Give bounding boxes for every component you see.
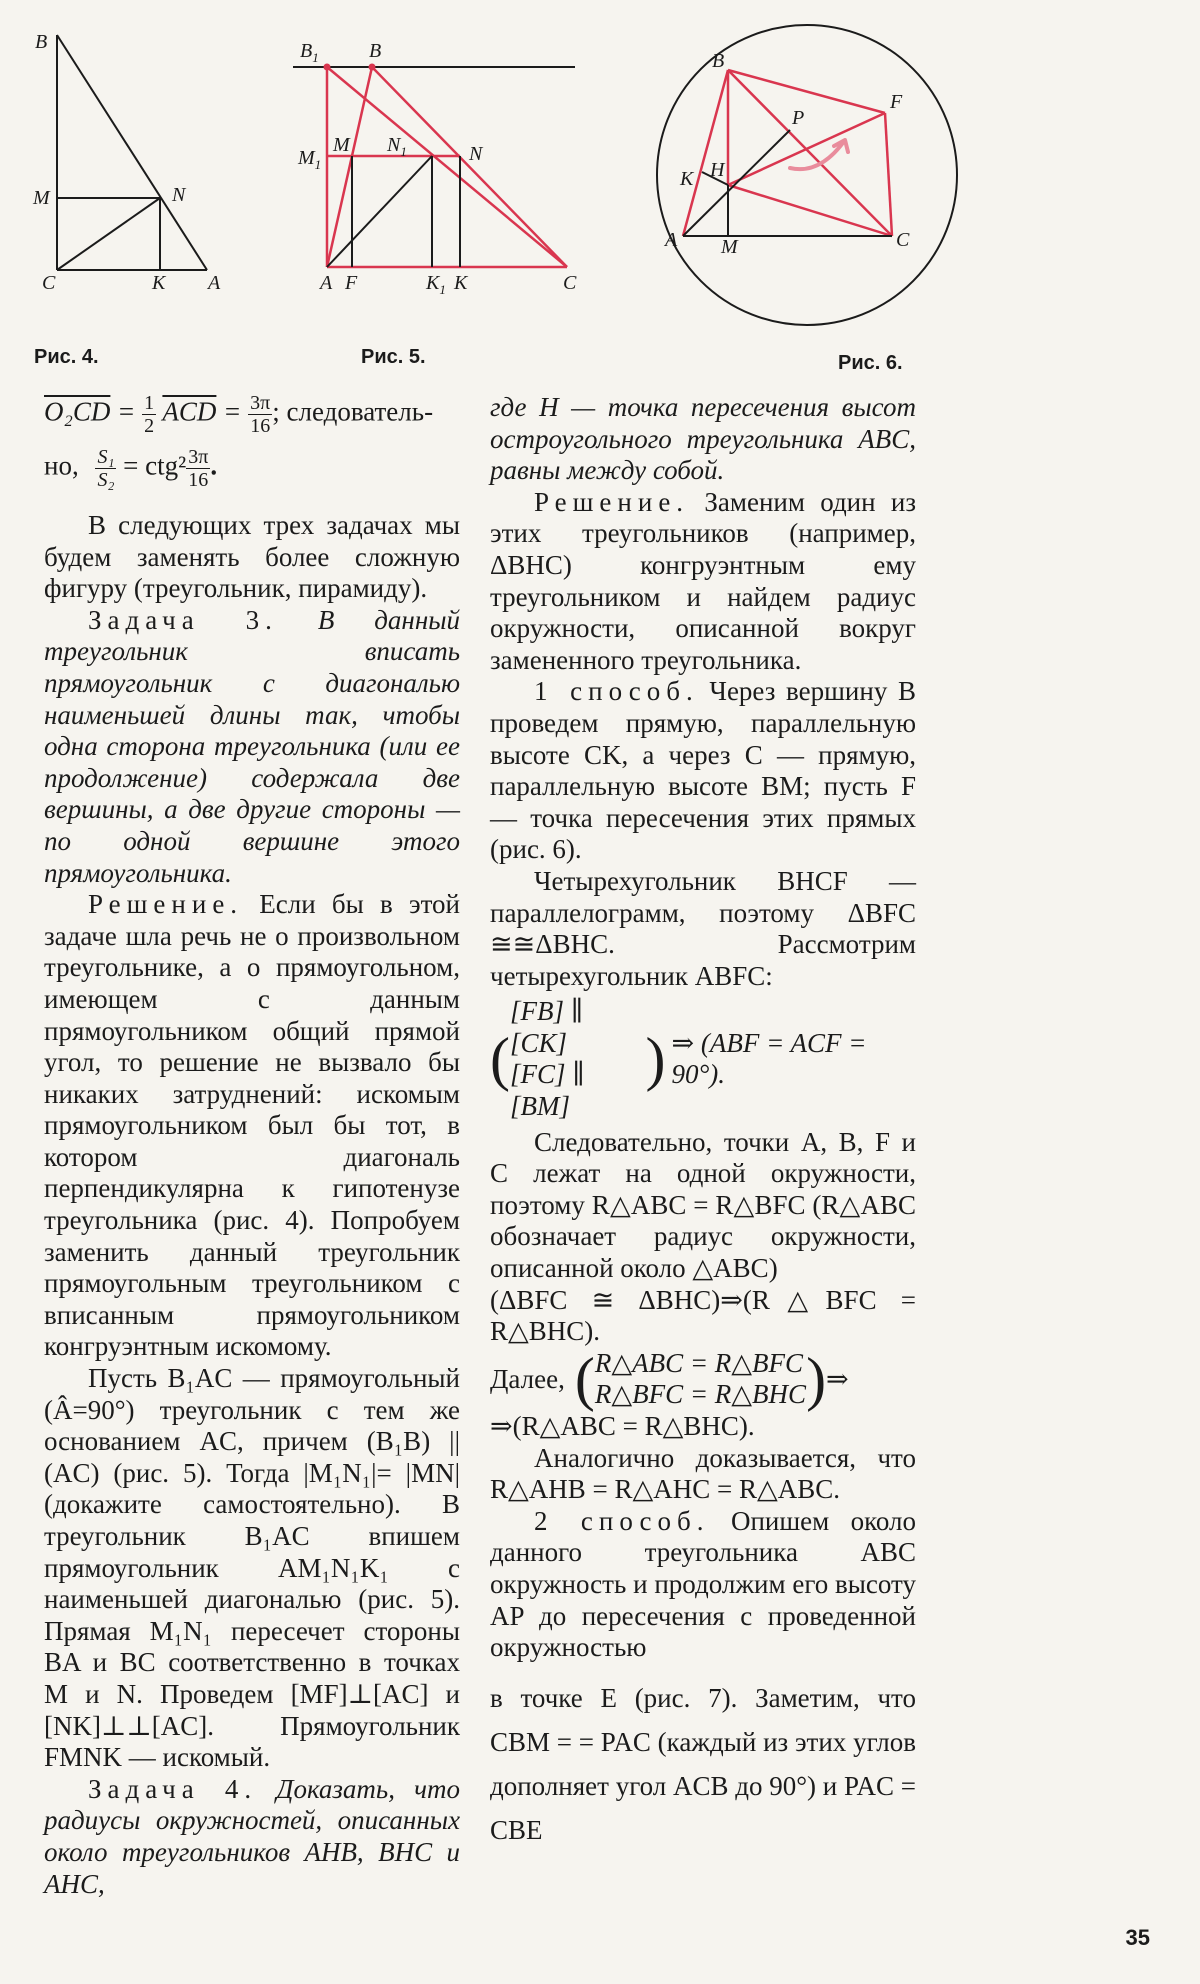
system-radii: Далее, ( R△ABC = R△BFC R△BFC = R△BHC ) ⇒ (490, 1346, 849, 1413)
fig4-label-n: N (172, 184, 186, 206)
formula-area-ratio: но, $\frac{\text{S₁}}{\text{S₂}}$ = ctg² $\frac{3\pi}{16}$ . (44, 446, 218, 491)
paragraph-task-3: Задача 3. В данный треугольник вписать прямоугольник с диагональю наименьшей длины так, чтобы одна сторона треугольника (или ее продолжение) содержала две вершины, а две другие стороны — по одной вершине этого прямоугольника. (44, 604, 461, 888)
fig6-side-bf (728, 70, 885, 113)
figure-6-caption: Рис. 6. (838, 352, 903, 374)
fig5-label-m: M (333, 134, 350, 156)
fig4-diag-cn (57, 198, 160, 270)
paragraph-parallelogram: Четырехугольник BHCF — параллелограмм, поэтому ΔBFC ≅≅ΔBHC. Рассмотрим четырехугольник ABFC: (490, 865, 916, 991)
figure-4 (0, 0, 280, 300)
fig6-label-h: H (710, 159, 725, 181)
fig6-label-a: A (665, 229, 678, 251)
page-number: 35 (1125, 1925, 1150, 1950)
paragraph-method-1: 1 способ. Через вершину B проведем прямую, параллельную высоте CK, а через C — прямую, параллельную высоте BM; пусть F — точка пересечения этих прямых (рис. 6). (490, 676, 916, 865)
paragraph-conclusion: ⇒(R△ABC = R△BHC). (490, 1411, 755, 1441)
fig5-label-f: F (345, 272, 358, 294)
fig5-label-a: A (320, 272, 333, 294)
fig5-label-c: C (563, 272, 577, 294)
fig5-hyp-b1c (327, 67, 567, 267)
formula-lhs: O₂CD (44, 396, 111, 427)
paragraph-solution-3: Решение. Если бы в этой задаче шла речь не о произвольном треугольнике, а о прямоугольном, имеющем с данным прямоугольником общий прямой угол, то решение не вызвало бы никаких затруднений: искомым прямоугольником был бы тот, в котором диагональ перпендикулярна к гипотенузе треугольника (рис. 4). Попробуем заменить данный треугольник прямоугольным треугольником с вписанным прямоугольником конгруэнтным искомому. (44, 889, 460, 1362)
figure-5 (280, 0, 610, 300)
paragraph-solution-4: Решение. Заменим один из этих треугольников (например, ΔBHC) конгруэнтным ему треугольником и найдем радиус окружности, описанной вокруг замененного треугольника. (490, 486, 916, 675)
fig4-label-c: C (42, 272, 56, 294)
paragraph-analogous: Аналогично доказывается, что R△AHB = R△AHC = R△ABC. (490, 1442, 916, 1505)
paragraph-concyclic: Следовательно, точки A, B, F и C лежат на одной окружности, поэтому R△ABC = R△BFC (R△ABC обозначает радиус окружности, описанной около △ABC) (490, 1126, 916, 1284)
fig6-side-fc (885, 113, 892, 236)
fig5-side-ba (327, 67, 372, 267)
fig6-circumcircle (657, 25, 957, 325)
fig6-label-p: P (792, 107, 805, 129)
fig5-label-k1: $K_1$ (426, 272, 446, 297)
fig6-label-m: M (721, 236, 738, 258)
fig6-side-ab (683, 70, 728, 236)
fig5-label-b1: $B_1$ (300, 40, 319, 65)
figure-5-caption: Рис. 5. (361, 346, 426, 368)
right-column (490, 392, 916, 1852)
fig5-label-n1: $N_1$ (387, 134, 407, 159)
fig4-label-b: B (35, 31, 48, 53)
fig6-label-f: F (890, 91, 903, 113)
figure-4-caption: Рис. 4. (34, 346, 99, 368)
fig6-label-k: K (680, 168, 694, 190)
left-column (44, 510, 460, 1900)
fig5-label-m1: $M_1$ (298, 147, 322, 172)
paragraph-construction: Пусть B₁AC — прямоугольный (Â=90°) треугольник с тем же основанием AC, причем (B₁B) ||(AC) (рис. 5). Тогда |M₁N₁|= |MN| (докажите самостоятельно). В треугольник B₁AC впишем прямоугольник AM₁N₁K₁ с наименьшей диагональю (рис. 5). Прямая M₁N₁ пересечет стороны BA и BC соответственно в точках M и N. Проведем [MF]⊥[AC] и [NK]⊥⊥[AC]. Прямоугольник FMNK — искомый. (44, 1363, 460, 1773)
fig4-label-a: A (208, 272, 221, 294)
paragraph-task-4: Задача 4. Доказать, что радиусы окружностей, описанных около треугольников AHB, BHC и AHC, (44, 1773, 460, 1899)
paragraph-method-2: 2 способ. Опишем около данного треугольника ABC окружность и продолжим его высоту AP до пересечения с проведенной окружностью (490, 1505, 917, 1663)
fig5-side-bc (372, 67, 567, 267)
figure-6 (640, 0, 960, 340)
system-parallel: ( [FB] ∥ [CK] [FC] ∥ [BM] ) ⇒ (ABF = ACF = 90°). (490, 996, 867, 1122)
fig5-label-k: K (454, 272, 468, 294)
paragraph-intro: В следующих трех задачах мы будем заменять более сложную фигуру (треугольник, пирамиду). (44, 510, 460, 604)
fig5-label-n: N (469, 143, 483, 165)
fig5-diag-an1 (327, 156, 432, 267)
fig4-label-k: K (152, 272, 166, 294)
fig4-hyp-ba (57, 35, 207, 270)
formula-acd: $\overline{ACD}$ (162, 396, 217, 427)
fig4-label-m: M (33, 187, 50, 209)
fig6-label-c: C (896, 229, 910, 251)
paragraph-task-4-cont: где H — точка пересечения высот остроугольного треугольника ABC, равны между собой. (490, 392, 916, 486)
paragraph-angles: в точке E (рис. 7). Заметим, что CBM = = PAC (каждый из этих углов дополняет угол ACB до 90°) и PAC = CBE (490, 1682, 916, 1845)
paragraph-congruence: (ΔBFC ≅ ΔBHC)⇒(R△BFC = R△BHC). (490, 1284, 916, 1347)
fig6-label-b: B (712, 50, 725, 72)
formula-angle-ratio: O₂CD = $\frac{1}{2}$ $\overline{ACD}$ = $\frac{3\pi}{16}$ ; следователь- (44, 392, 434, 437)
fig6-diag-hf (728, 113, 885, 185)
fig5-label-b: B (369, 40, 382, 62)
fig6-altitude-ap (683, 130, 790, 236)
